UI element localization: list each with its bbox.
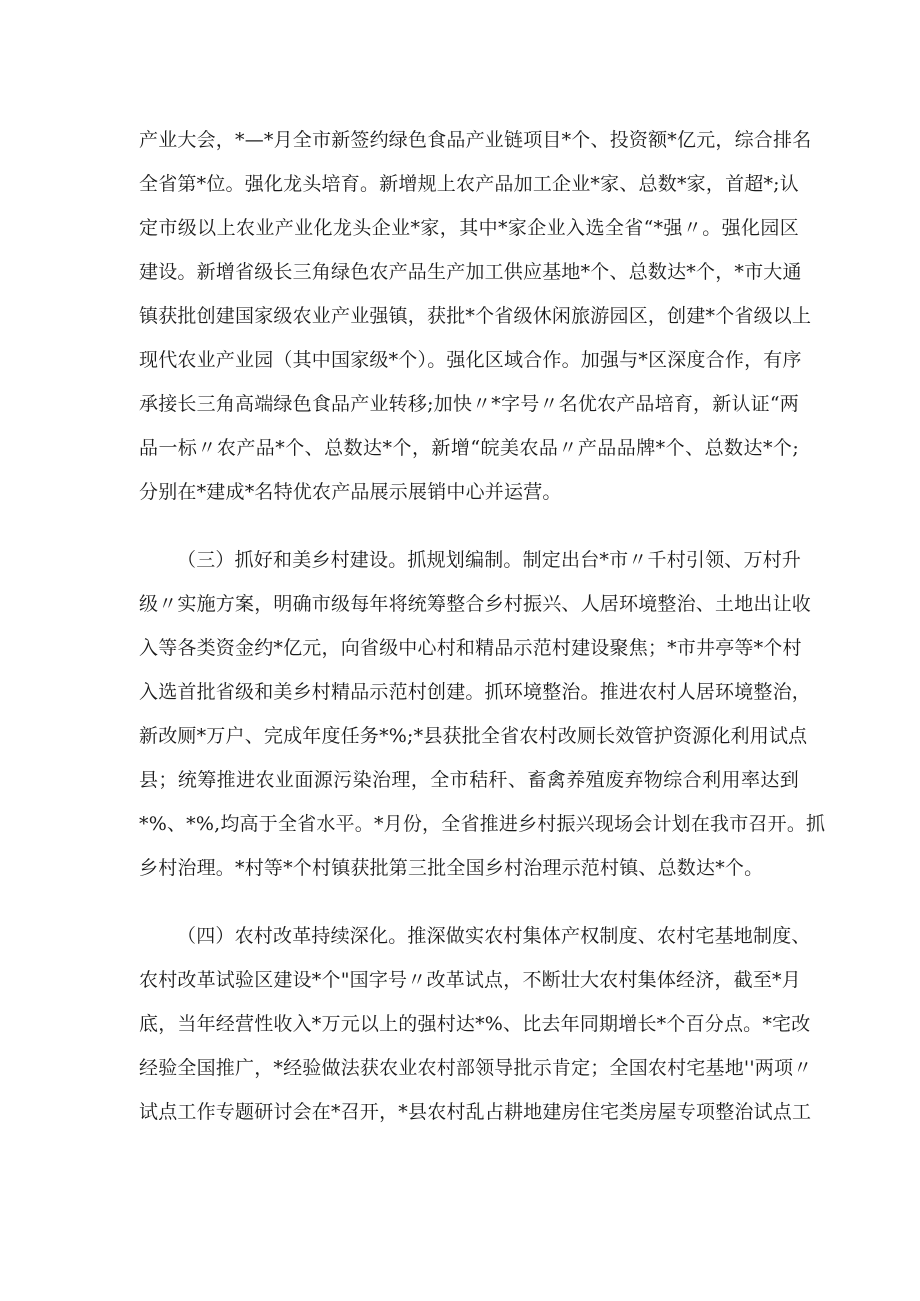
paragraph-village-line: 级〃实施方案，明确市级每年将统筹整合乡村振兴、人居环境整治、土地出让收: [139, 593, 812, 615]
paragraph-industry-line: 建设。新增省级长三角绿色农产品生产加工供应基地*个、总数达*个，*市大通: [139, 261, 802, 283]
paragraph-reform-heading-line: （四）农村改革持续深化。推深做实农村集体产权制度、农村宅基地制度、: [177, 925, 811, 947]
paragraph-reform-line: 经验全国推广，*经验做法获农业农村部领导批示肯定；全国农村宅基地''两项〃: [139, 1057, 813, 1079]
paragraph-village-line: *%、*%,均高于全省水平。*月份，全省推进乡村振兴现场会计划在我市召开。抓: [139, 813, 826, 835]
paragraph-industry-line: 定市级以上农业产业化龙头企业*家，其中*家企业入选全省“*强〃。强化园区: [139, 217, 799, 239]
paragraph-village-line: 乡村治理。*村等*个村镇获批第三批全国乡村治理示范村镇、总数达*个。: [139, 857, 764, 879]
paragraph-village-line: 新改厕*万户、完成年度任务*%;*县获批全省农村改厕长效管护资源化利用试点: [139, 725, 808, 747]
paragraph-village-line: 入选首批省级和美乡村精品示范村创建。抓环境整治。推进农村人居环境整治，: [139, 681, 812, 703]
paragraph-reform-line: 底，当年经营性收入*万元以上的强村达*%、比去年同期增长*个百分点。*宅改: [139, 1013, 811, 1035]
paragraph-industry-line: 现代农业产业园（其中国家级*个）。强化区域合作。加强与*区深度合作，有序: [139, 349, 802, 371]
paragraph-industry-line: 全省第*位。强化龙头培育。新增规上农产品加工企业*家、总数*家，首超*;认: [139, 173, 799, 195]
paragraph-reform-line: 试点工作专题研讨会在*召开，*县农村乱占耕地建房住宅类房屋专项整治试点工: [139, 1101, 812, 1123]
paragraph-village-line: 县；统筹推进农业面源污染治理，全市秸秆、畜禽养殖废弃物综合利用率达到: [139, 769, 799, 791]
paragraph-village-heading-line: （三）抓好和美乡村建设。抓规划编制。制定出台*市〃千村引领、万村升: [177, 549, 802, 571]
paragraph-reform-line: 农村改革试验区建设*个"国字号〃改革试点，不断壮大农村集体经济，截至*月: [139, 969, 801, 991]
paragraph-industry-line: 承接长三角高端绿色食品产业转移;加快〃*字号〃名优农产品培育，新认证“两: [139, 393, 799, 415]
paragraph-village-line: 入等各类资金约*亿元，向省级中心村和精品示范村建设聚焦；*市井亭等*个村: [139, 637, 802, 659]
paragraph-industry-line: 产业大会，*—*月全市新签约绿色食品产业链项目*个、投资额*亿元，综合排名: [139, 129, 812, 151]
paragraph-industry-line: 分别在*建成*名特优农产品展示展销中心并运营。: [139, 481, 562, 503]
paragraph-industry-line: 品一标〃农产品*个、总数达*个，新增“皖美农品〃产品品牌*个、总数达*个;: [139, 437, 799, 459]
paragraph-industry-line: 镇获批创建国家级农业产业强镇，获批*个省级休闲旅游园区，创建*个省级以上: [139, 305, 812, 327]
